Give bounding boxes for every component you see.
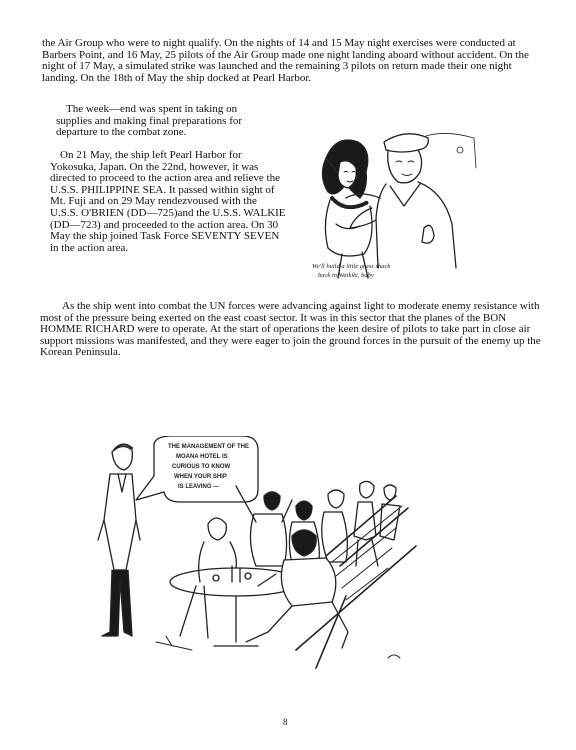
paragraph-departure: On 21 May, the ship left Pearl Harbor for Yokosuka, Japan. On the 22nd, however, it was directed to proceed to the action area and relieve the U.S.S. PHILIPPINE SEA. It passed within sight of Mt. Fuji and on 29 May rendezvoused with the U.S.S. O'BRIEN (DD—725)and the U.S.S. WALKIE (DD—723) and proceeded to the action area. On 30 May the ship joined Task Force SEVENTY SEVEN in the action area. [50, 149, 286, 254]
speech-line: IS LEAVING — [178, 484, 220, 490]
cartoon1-caption-line2: back in Waikiki, baby [318, 272, 374, 279]
cartoon1-caption-line1: We'll build a little grass shack [312, 263, 391, 270]
paragraph-night-qualify: the Air Group who were to night qualify. On the nights of 14 and 15 May night exercises were conducted at Barbers Point, and 16 May, 25 pilots of the Air Group made one night landing aboard without accident. On the night of 17 May, a simulated strike was launched and the remaining 3 pilots on return made their one night landing. On the 18th of May the ship docked at Pearl Harbor. [42, 37, 529, 84]
speech-line: MOANA HOTEL IS [176, 454, 228, 460]
speech-line: WHEN YOUR SHIP [174, 474, 227, 480]
speech-line: CURIOUS TO KNOW [172, 464, 231, 470]
page-number: 8 [283, 717, 288, 727]
cartoon-sailor-hula-girl [306, 128, 482, 284]
paragraph-weekend: The week—end was spent in taking on supplies and making final preparations for departure to the combat zone. [56, 103, 243, 139]
cartoon-hotel-manager [96, 436, 426, 674]
paragraph-combat: As the ship went into combat the UN forces were advancing against light to moderate enemy resistance with most of the pressure being exerted on the east coast sector. It was in this sector that the planes of the BON HOMME RICHARD were to operate. At the start of operations the keen desire of pilots to take part in close air support missions was manifested, and they were eager to join the ground forces in the pursuit of the enemy up the Korean Peninsula. [40, 300, 541, 359]
speech-line: THE MANAGEMENT OF THE [168, 444, 249, 450]
